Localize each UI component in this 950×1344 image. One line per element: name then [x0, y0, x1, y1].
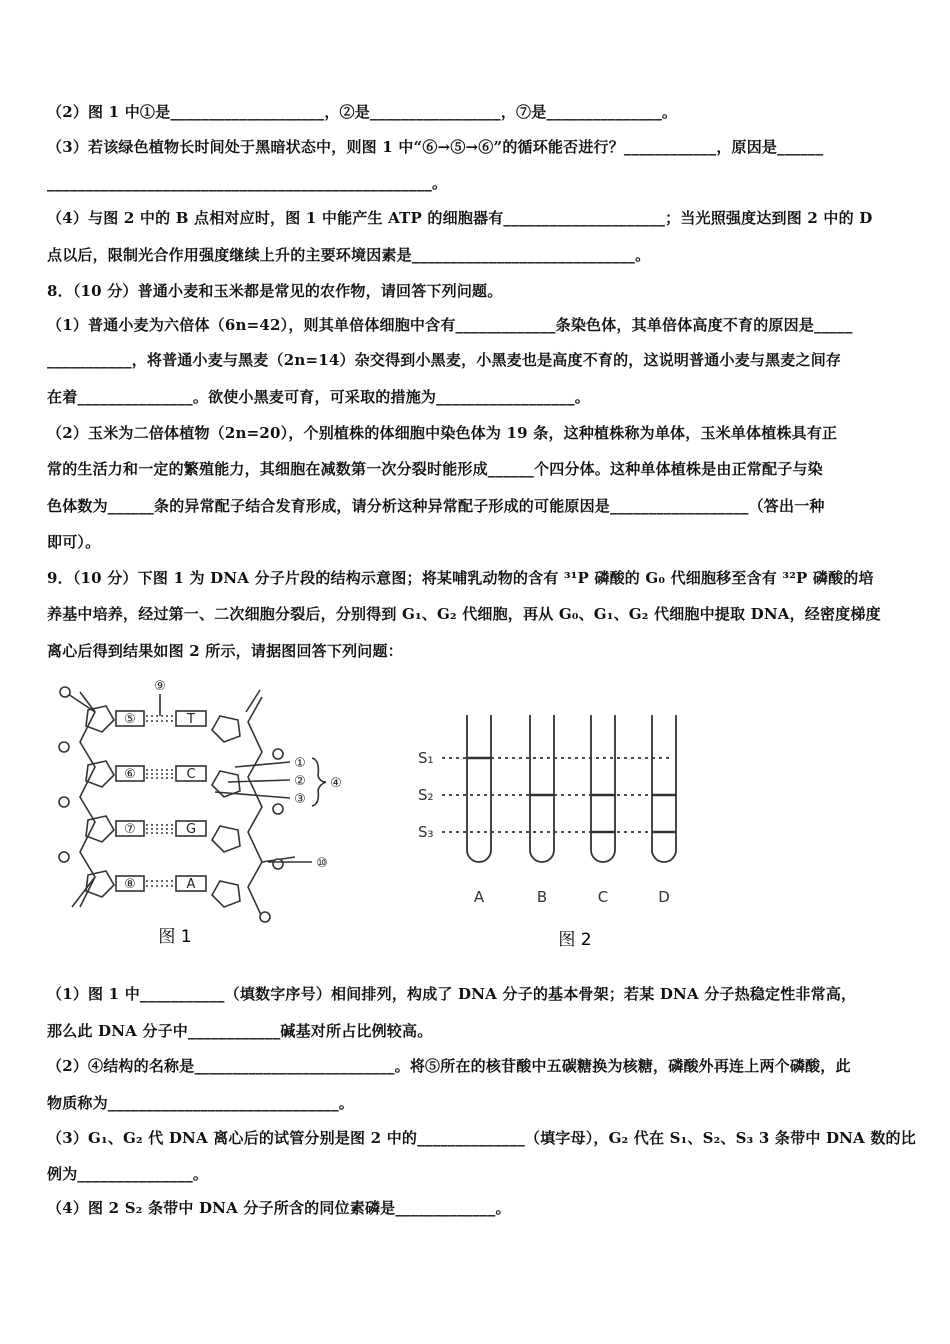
fig2-band-s3: S₃ — [418, 823, 434, 841]
q9-3: （3）G₁、G₂ 代 DNA 离心后的试管分别是图 2 中的______________（填字母），G₂ 代在 S₁、S₂、S₃ 3 条带中 DNA 数的比 — [47, 1129, 916, 1147]
q9-1: （1）图 1 中___________（填数字序号）相间排列，构成了 DNA 分子的基本骨架；若某 DNA 分子热稳定性非常高， — [47, 985, 857, 1003]
q8-1-cont: ___________，将普通小麦与黑麦（2n=14）杂交得到小黑麦，小黑麦也是高度不育的，这说明普通小麦与黑麦之间存 — [47, 351, 842, 369]
fig2-tube-a: A — [473, 888, 485, 906]
q9-2: （2）④结构的名称是__________________________。将⑤所在的核苷酸中五碳糖换为核糖，磷酸外再连上两个磷酸，此 — [47, 1057, 851, 1075]
fig1-caption: 图 1 — [158, 927, 192, 947]
fig1-base-right-4: A — [186, 877, 196, 892]
q8-2: （2）玉米为二倍体植物（2n=20），个别植株的体细胞中染色体为 19 条，这种植株称为单体，玉米单体植株具有正 — [47, 424, 838, 442]
fig1-label-1: ① — [294, 756, 306, 771]
fig1-base-right-1: T — [187, 712, 195, 727]
fig1-label-2: ② — [294, 774, 306, 789]
fig1-base-right-2: C — [186, 767, 196, 782]
figure-2-tubes — [410, 700, 700, 955]
q9-title: 9．（10 分）下图 1 为 DNA 分子片段的结构示意图；将某哺乳动物的含有 ³¹P 磷酸的 G₀ 代细胞移至含有 ³²P 磷酸的培 — [47, 569, 874, 587]
fig1-label-10: ⑩ — [316, 856, 328, 871]
q7-4-cont: 点以后，限制光合作用强度继续上升的主要环境因素是_____________________________。 — [47, 246, 651, 264]
q9-2-cont: 物质称为______________________________。 — [47, 1094, 355, 1112]
q9-title-cont: 养基中培养，经过第一、二次细胞分裂后，分别得到 G₁、G₂ 代细胞，再从 G₀、G₁、G₂ 代细胞中提取 DNA，经密度梯度 — [47, 605, 881, 623]
q7-2: （2）图 1 中①是____________________，②是_________________，⑦是_______________。 — [47, 103, 678, 121]
fig1-label-9: ⑨ — [154, 679, 166, 694]
fig1-base-left-4: ⑧ — [124, 877, 136, 892]
q7-3-cont: __________________________________________________。 — [47, 174, 448, 192]
fig1-label-4: ④ — [330, 776, 342, 791]
fig2-caption: 图 2 — [558, 930, 592, 950]
fig1-base-left-3: ⑦ — [124, 822, 136, 837]
fig1-base-left-1: ⑤ — [124, 712, 136, 727]
q9-4: （4）图 2 S₂ 条带中 DNA 分子所含的同位素磷是_____________。 — [47, 1199, 511, 1217]
q7-4: （4）与图 2 中的 B 点相对应时，图 1 中能产生 ATP 的细胞器有_____________________；当光照强度达到图 2 中的 D — [47, 209, 873, 227]
q9-3-cont: 例为_______________。 — [47, 1165, 209, 1183]
fig2-band-s1: S₁ — [418, 749, 434, 767]
q8-2-cont3: 即可）。 — [47, 533, 101, 551]
fig2-tube-d: D — [658, 888, 670, 906]
q8-1: （1）普通小麦为六倍体（6n=42），则其单倍体细胞中含有_____________条染色体，其单倍体高度不育的原因是_____ — [47, 316, 853, 334]
q9-title-cont2: 离心后得到结果如图 2 所示，请据图回答下列问题： — [47, 642, 403, 660]
figure-1-dna — [50, 672, 350, 962]
fig2-tube-c: C — [597, 888, 609, 906]
q8-2-cont2: 色体数为______条的异常配子结合发育形成，请分析这种异常配子形成的可能原因是__________________（答出一种 — [47, 497, 825, 515]
q8-2-cont: 常的生活力和一定的繁殖能力，其细胞在减数第一次分裂时能形成______个四分体。这种单体植株是由正常配子与染 — [47, 460, 823, 478]
q7-3: （3）若该绿色植物长时间处于黑暗状态中，则图 1 中“⑥→⑤→⑥”的循环能否进行？____________，原因是______ — [47, 138, 824, 156]
fig1-base-left-2: ⑥ — [124, 767, 136, 782]
fig2-tube-b: B — [536, 888, 548, 906]
fig1-base-right-3: G — [185, 822, 197, 837]
q8-1-cont2: 在着_______________。欲使小黑麦可育，可采取的措施为__________________。 — [47, 388, 590, 406]
q8-title: 8．（10 分）普通小麦和玉米都是常见的农作物，请回答下列问题。 — [47, 282, 503, 300]
fig1-label-3: ③ — [294, 792, 306, 807]
q9-1-cont: 那么此 DNA 分子中____________碱基对所占比例较高。 — [47, 1022, 433, 1040]
fig2-band-s2: S₂ — [418, 786, 434, 804]
